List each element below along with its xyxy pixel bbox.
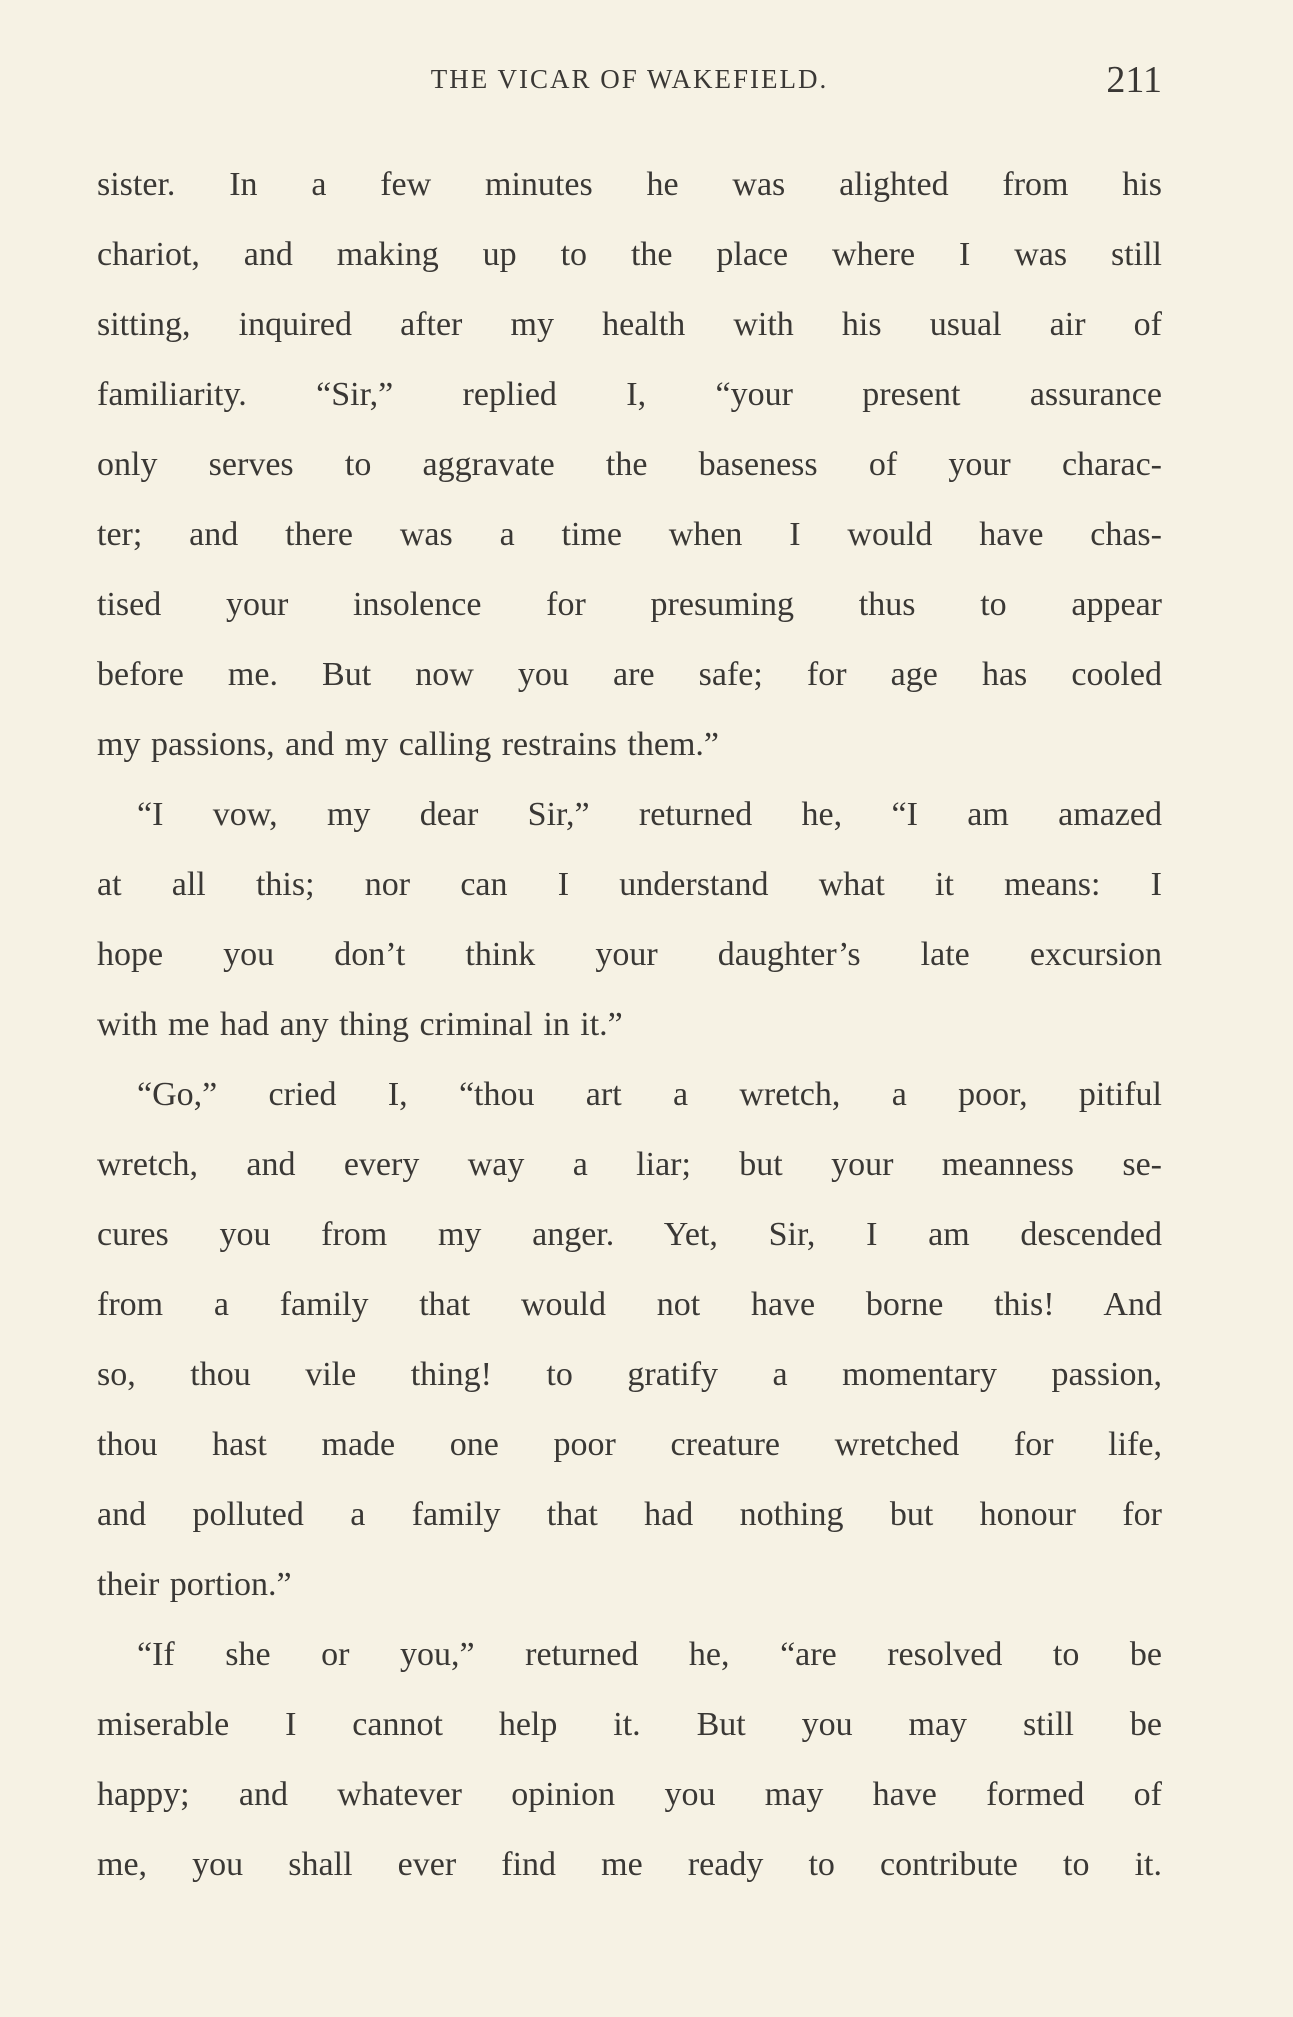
text-line: me, you shall ever find me ready to contribute to it. [97,1846,1162,1883]
body-text [97,150,1162,1900]
text-line: chariot, and making up to the place where I was still [97,236,1162,273]
running-header [97,58,1162,102]
text-line: “I vow, my dear Sir,” returned he, “I am amazed [137,796,1162,833]
text-line: from a family that would not have borne this! And [97,1286,1162,1323]
text-line: “If she or you,” returned he, “are resolved to be [137,1636,1162,1673]
text-line: cures you from my anger. Yet, Sir, I am descended [97,1216,1162,1253]
text-line: thou hast made one poor creature wretched for life, [97,1426,1162,1463]
text-line: ter; and there was a time when I would have chas- [97,516,1162,553]
text-line: happy; and whatever opinion you may have formed of [97,1776,1162,1813]
text-line: hope you don’t think your daughter’s late excursion [97,936,1162,973]
text-line: so, thou vile thing! to gratify a momentary passion, [97,1356,1162,1393]
running-title: THE VICAR OF WAKEFIELD. [430,64,829,94]
text-line: their portion.” [97,1566,292,1603]
text-line: miserable I cannot help it. But you may still be [97,1706,1162,1743]
text-line: before me. But now you are safe; for age has cooled [97,656,1162,693]
text-line: with me had any thing criminal in it.” [97,1006,623,1043]
text-line: and polluted a family that had nothing but honour for [97,1496,1162,1533]
text-line: sister. In a few minutes he was alighted from his [97,166,1162,203]
page-number: 211 [1106,59,1162,101]
text-line: wretch, and every way a liar; but your meanness se- [97,1146,1162,1183]
text-line: tised your insolence for presuming thus to appear [97,586,1162,623]
text-line: at all this; nor can I understand what it means: I [97,866,1162,903]
text-line: my passions, and my calling restrains them.” [97,726,719,763]
text-line: only serves to aggravate the baseness of your charac- [97,446,1162,483]
text-line: “Go,” cried I, “thou art a wretch, a poor, pitiful [137,1076,1162,1113]
text-line: familiarity. “Sir,” replied I, “your present assurance [97,376,1162,413]
text-line: sitting, inquired after my health with his usual air of [97,306,1162,343]
